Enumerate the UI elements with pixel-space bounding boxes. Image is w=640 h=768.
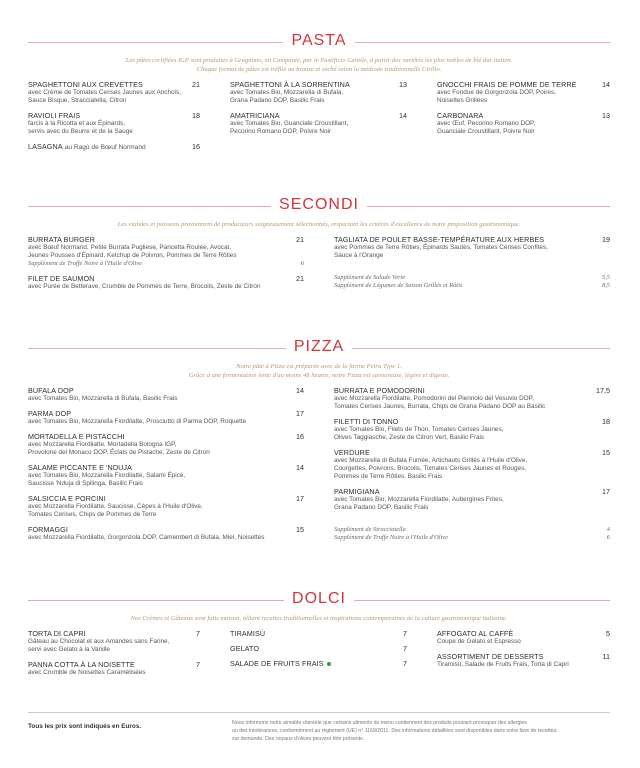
item-price: 16: [192, 142, 200, 151]
menu-column: [230, 629, 407, 683]
item-description: Noisettes Grillées: [437, 97, 488, 104]
item-header: [230, 644, 407, 653]
item-name: [28, 660, 135, 669]
item-header: [437, 80, 610, 89]
item-title: BURRATA E POMODORINI: [334, 386, 425, 395]
menu-item: [28, 629, 200, 654]
section-intro: [28, 56, 610, 74]
item-title: MORTADELLA E PISTACCHI: [28, 432, 125, 441]
item-price: 14: [399, 111, 407, 120]
item-title: CARBONARA: [437, 111, 484, 120]
item-header: [28, 463, 304, 472]
item-description: avec Mozzarella Fiordilatte, Gorgonzola DOP, Camembert di Bufala, Miel, Noisettes: [28, 534, 265, 541]
section-dolci: [28, 588, 610, 683]
supplements-group: [334, 274, 610, 290]
intro-line: Les pâtes certifiées IGP sont produites à Gragnano, en Campanie, par le Pastificio Gentile, à partir des variétés les plus nobles de blé dur italien.: [125, 57, 513, 64]
item-title: SALADE DE FRUITS FRAIS: [230, 659, 324, 668]
item-description: avec Tomates Bio, Mozzarella di Bufala, Basilic Frais: [28, 395, 178, 402]
item-name: [230, 659, 331, 668]
menu-item: [230, 111, 407, 136]
item-description: avec Crème de Tomates Cerises Jaunes aux Anchois,: [28, 89, 181, 96]
menu-column: [28, 80, 200, 158]
section-title: PIZZA: [286, 338, 352, 356]
item-description: avec Tomates Bio, Mozzarella Fiordilatte, Aubergines Frites,: [334, 496, 504, 503]
item-description: avec Tomates Bio, Mozzarella Fiordilatte, Salami Épicé,: [28, 472, 186, 479]
menu-item: [28, 525, 304, 542]
item-name: [28, 629, 86, 638]
intro-line: Chaque format de pâtes est tréfilé au bronze et séché selon la méthode traditionnelle Cirillo.: [196, 66, 442, 73]
menu-item: [334, 448, 610, 481]
item-name: [28, 142, 146, 152]
item-header: [28, 386, 304, 395]
item-description: Gâteau au Chocolat et aux Amandes sans Farine,: [28, 638, 170, 645]
item-price: 21: [296, 235, 304, 244]
item-price: 14: [602, 80, 610, 89]
menu-item: [28, 235, 304, 268]
item-price: 17,5: [596, 386, 610, 395]
item-description: Saucisse 'Nduja di Spilinga, Basilic Frais: [28, 480, 143, 487]
item-title: PARMIGIANA: [334, 487, 380, 496]
item-price: 18: [602, 417, 610, 426]
item-description: servi avec Gelato à la Vanille: [28, 646, 110, 653]
item-price: 14: [296, 386, 304, 395]
item-title: TIRAMISÙ: [230, 629, 266, 638]
item-name: [334, 487, 380, 496]
item-name: [334, 235, 544, 244]
supplement-text: Supplément de Truffe Noire à l'Huile d'Olive: [28, 260, 142, 267]
item-header: [437, 629, 610, 638]
item-title: GNOCCHI FRAIS DE POMME DE TERRE: [437, 80, 577, 89]
menu-item: [334, 417, 610, 442]
menu-item: [28, 142, 200, 152]
section-header: [28, 336, 610, 358]
menu-item: [437, 80, 610, 105]
item-description: Grana Padano DOP, Basilic Frais: [230, 97, 325, 104]
item-header: [437, 111, 610, 120]
menu-column: [230, 80, 407, 158]
item-title: TORTA DI CAPRI: [28, 629, 86, 638]
section-intro: [28, 220, 610, 229]
item-description: avec Tomates Bio, Guanciale Croustillant,: [230, 120, 349, 127]
item-price: 14: [296, 463, 304, 472]
item-title: GELATO: [230, 644, 260, 653]
item-name: [230, 644, 259, 653]
item-title: SPAGHETTONI À LA SORRENTINA: [230, 80, 350, 89]
columns: [28, 386, 610, 548]
menu-item: [28, 463, 304, 488]
item-header: [28, 494, 304, 503]
menu-item: [334, 487, 610, 512]
menu-column: [334, 235, 610, 297]
item-description: Provolone del Monaco DOP, Éclats de Pistache, Zeste de Citron: [28, 449, 210, 456]
item-title: ASSORTIMENT DE DESSERTS: [437, 652, 544, 661]
item-name: [230, 80, 350, 89]
item-description: farcis à la Ricotta et aux Épinards,: [28, 120, 125, 127]
item-title: PANNA COTTA À LA NOISETTE: [28, 660, 135, 669]
section-intro: [28, 614, 610, 623]
columns: [28, 235, 610, 297]
menu-column: [28, 235, 304, 297]
item-title: AMATRICIANA: [230, 111, 280, 120]
section-title: PASTA: [283, 32, 354, 50]
item-header: [28, 274, 304, 283]
menu-column: [437, 80, 610, 158]
item-description: avec Purée de Betterave, Crumble de Pommes de Terre, Brocolis, Zeste de Citron: [28, 283, 261, 290]
item-name: [28, 386, 74, 395]
intro-line: Les viandes et poissons proviennent de producteurs soigneusement sélectionnés, respectant les critères d'excellence de notre proposition gastronomique.: [117, 221, 521, 228]
supplement: [334, 274, 610, 282]
item-name: [28, 494, 106, 503]
item-header: [437, 652, 610, 661]
section-intro: [28, 362, 610, 380]
item-name: [334, 386, 425, 395]
menu-item: [230, 629, 407, 638]
supplement: [28, 260, 304, 268]
supplement-text: Supplément de Légumes de Saison Grillés et Rôtis: [334, 282, 463, 289]
item-header: [334, 235, 610, 244]
item-header: [28, 111, 200, 120]
item-name: [437, 629, 513, 638]
item-header: [28, 660, 200, 669]
menu-item: [334, 235, 610, 260]
menu-column: [334, 386, 610, 548]
item-description: Tomates Cerises Jaunes, Burrata, Chips de Grana Padano DOP au Basilic: [334, 403, 546, 410]
item-description: Courgettes, Poivrons, Brocolis, Tomates Cerises Jaunes et Rouges,: [334, 465, 527, 472]
menu-item: [28, 274, 304, 291]
item-header: [28, 235, 304, 244]
item-name: [437, 80, 577, 89]
item-title: SPAGHETTONI AUX CREVETTES: [28, 80, 143, 89]
menu-item: [437, 111, 610, 136]
item-header: [28, 432, 304, 441]
section-secondi: [28, 194, 610, 297]
item-title: BUFALA DOP: [28, 386, 74, 395]
item-description: avec Fondue de Gorgonzola DOP, Poires,: [437, 89, 556, 96]
item-name: [28, 432, 124, 441]
item-header: [28, 142, 200, 152]
item-header: [334, 386, 610, 395]
item-description: avec Tomates Bio, Mozzarella di Bufala,: [230, 89, 344, 96]
item-title: PARMA DOP: [28, 409, 72, 418]
item-header: [334, 487, 610, 496]
item-title: FILETTI DI TONNO: [334, 417, 399, 426]
intro-line: Notre pâte à Pizza est préparée avec de la farine Petra Type 1.: [236, 363, 402, 370]
vegan-dot-icon: [327, 662, 331, 666]
section-pizza: [28, 336, 610, 548]
menu-item: [437, 629, 610, 646]
section-title: DOLCI: [284, 590, 354, 608]
item-description: Tiramisù, Salade de Fruits Frais, Torta di Capri: [437, 661, 569, 668]
item-title: TAGLIATA DE POULET BASSE-TEMPÉRATURE AUX HERBES: [334, 235, 545, 244]
menu-item: [28, 111, 200, 136]
item-price: 13: [602, 111, 610, 120]
item-header: [28, 80, 200, 89]
item-description: avec Œuf, Pecorino Romano DOP,: [437, 120, 536, 127]
supplement: [334, 282, 610, 290]
section-header: [28, 588, 610, 610]
columns: [28, 629, 610, 683]
supplement: [334, 534, 610, 542]
item-description: Sauce Bisque, Stracciatella, Citron: [28, 97, 127, 104]
item-price: 21: [192, 80, 200, 89]
prices-note: Tous les prix sont indiqués en Euros.: [28, 723, 142, 730]
menu-item: [230, 80, 407, 105]
supplement-price: 6: [606, 534, 610, 541]
item-description: Pecorino Romano DOP, Poivre Noir: [230, 128, 332, 135]
item-description: avec Bœuf Normand, Petite Burrata Pugliese, Pancetta Roulée, Avocat,: [28, 244, 232, 251]
item-name: [28, 111, 80, 120]
item-price: 7: [403, 644, 407, 653]
menu-item: [230, 659, 407, 668]
item-name: [334, 417, 398, 426]
item-price: 15: [296, 525, 304, 534]
item-name: [437, 111, 483, 120]
item-name: [28, 525, 68, 534]
item-name: [334, 448, 370, 457]
intro-line: Nos Crèmes et Gâteaux sont faits maison, alliant recettes traditionnelles et inspirations contemporaines de la culture gastronomique italienne.: [130, 615, 508, 622]
item-price: 18: [192, 111, 200, 120]
supplement-price: 6: [300, 260, 304, 267]
supplement-price: 4: [606, 526, 610, 533]
item-price: 7: [403, 629, 407, 638]
item-description: avec Mozzarella Fiordilatte, Mortadella Bologna IGP,: [28, 441, 177, 448]
item-description: Sauce à l'Orange: [334, 252, 384, 259]
item-header: [28, 525, 304, 534]
menu-column: [437, 629, 610, 683]
menu-item: [230, 644, 407, 653]
item-description: Guanciale Croustillant, Poivre Noir: [437, 128, 535, 135]
item-price: 21: [296, 274, 304, 283]
item-description: Jeunes Pousses d'Épinard, Ketchup de Poivron, Pommes de Terre Rôties: [28, 252, 237, 259]
item-title: RAVIOLI FRAIS: [28, 111, 81, 120]
item-title: SALAME PICCANTE E 'NDUJA: [28, 463, 133, 472]
menu-item: [28, 494, 304, 519]
item-price: 17: [296, 409, 304, 418]
menu-item: [28, 386, 304, 403]
menu-column: [28, 386, 304, 548]
item-name: [28, 80, 143, 89]
item-title: AFFOGATO AL CAFFÈ: [437, 629, 514, 638]
supplement-text: Supplément de Salade Verte: [334, 274, 406, 281]
item-description: avec Tomates Bio, Filets de Thon, Tomates Cerises Jaunes,: [334, 426, 504, 433]
item-description: avec Mozzarella Fiordilatte, Pomodorini del Piennolo del Vesuvio DOP,: [334, 395, 534, 402]
menu-item: [28, 660, 200, 677]
item-price: 15: [602, 448, 610, 457]
item-description: Pommes de Terre Rôties, Basilic Frais: [334, 473, 443, 480]
item-price: 7: [196, 660, 200, 669]
item-description: avec Pommes de Terre Rôties, Épinards Sautés, Tomates Cerises Confites,: [334, 244, 548, 251]
item-description: Tomates Cerises, Chips de Pommes de Terre: [28, 511, 157, 518]
item-header: [28, 409, 304, 418]
item-description: avec Tomates Bio, Mozzarella Fiordilatte, Prosciutto di Parma DOP, Roquette: [28, 418, 247, 425]
item-name: [28, 235, 95, 244]
item-price: 19: [602, 235, 610, 244]
item-name: [437, 652, 544, 661]
footer: [28, 712, 610, 743]
item-header: [334, 417, 610, 426]
item-header: [230, 659, 407, 668]
item-description: Grana Padano DOP, Basilic Frais: [334, 504, 429, 511]
menu-item: [28, 409, 304, 426]
item-header: [230, 629, 407, 638]
supplement-text: Supplément de Stracciatella: [334, 526, 406, 533]
item-name: [28, 274, 94, 283]
item-description: avec Mozzarella di Bufala Fumée, Artichauts Grillés à l'Huile d'Olive,: [334, 457, 528, 464]
item-suffix: au Ragù de Bœuf Normand: [64, 144, 146, 151]
item-price: 11: [602, 652, 610, 661]
item-description: Olives Taggiasche, Zeste de Citron Vert, Basilic Frais: [334, 434, 485, 441]
supplement: [334, 526, 610, 534]
item-header: [334, 448, 610, 457]
menu-item: [437, 652, 610, 669]
item-price: 13: [399, 80, 407, 89]
item-price: 5: [606, 629, 610, 638]
item-price: 7: [196, 629, 200, 638]
item-title: BURRATA BURGER: [28, 235, 96, 244]
item-price: 7: [403, 659, 407, 668]
item-title: VERDURE: [334, 448, 370, 457]
item-description: Coupe de Gelato et Espresso: [437, 638, 521, 645]
item-description: servis avec du Beurre et de la Sauge: [28, 128, 133, 135]
menu-item: [28, 80, 200, 105]
intro-line: Grâce à une fermentation lente d'au moins 48 heures, notre Pizza est savoureuse, légère et digeste.: [188, 372, 450, 379]
section-pasta: [28, 30, 610, 158]
item-header: [28, 629, 200, 638]
section-header: [28, 30, 610, 52]
item-name: [230, 111, 280, 120]
item-name: [230, 629, 265, 638]
item-header: [230, 111, 407, 120]
supplement-price: 5,5: [602, 274, 610, 281]
menu-item: [334, 386, 610, 411]
item-header: [230, 80, 407, 89]
columns: [28, 80, 610, 158]
item-title: SALSICCIA E PORCINI: [28, 494, 106, 503]
menu-column: [28, 629, 200, 683]
item-name: [28, 409, 71, 418]
item-name: [28, 463, 132, 472]
allergy-note: Nous informons notre aimable clientèle que certains aliments du menu contiennent des produits pouvant provoquer des allergies ou des intolérances, conformément au règlement (UE) n° 1169/2011. Des informations détaillées sont disponibles dans notre livre de recettes, sur demande. Des noyaux d'olives peuvent être présents.: [232, 720, 558, 742]
item-price: 16: [296, 432, 304, 441]
item-price: 17: [602, 487, 610, 496]
supplement-text: Supplément de Truffe Noire à l'Huile d'Olive: [334, 534, 448, 541]
section-title: SECONDI: [271, 196, 367, 214]
item-title: FORMAGGI: [28, 525, 68, 534]
item-title: LASAGNA: [28, 142, 63, 151]
item-title: FILET DE SAUMON: [28, 274, 95, 283]
item-price: 17: [296, 494, 304, 503]
menu-item: [28, 432, 304, 457]
supplements-group: [334, 526, 610, 542]
item-description: avec Crumble de Noisettes Caramélisées: [28, 669, 146, 676]
supplement-price: 8,5: [602, 282, 610, 289]
item-description: avec Mozzarella Fiordilatte, Saucisse, Cèpes à l'Huile d'Olive,: [28, 503, 203, 510]
section-header: [28, 194, 610, 216]
